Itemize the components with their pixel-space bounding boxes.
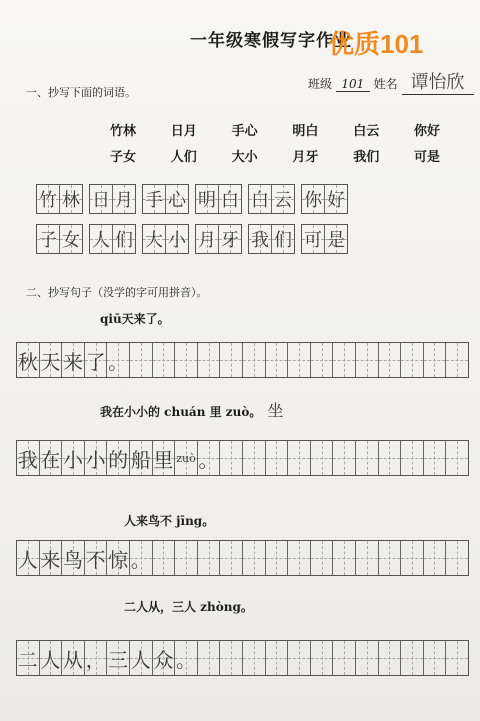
grid-cell: 鸟 bbox=[62, 541, 85, 575]
word: 大小 bbox=[231, 150, 258, 165]
grid-cell bbox=[220, 541, 243, 575]
grid-cell bbox=[266, 641, 289, 675]
grid-cell: 天 bbox=[40, 343, 63, 377]
grid-cell bbox=[220, 441, 243, 475]
grid-cell bbox=[198, 343, 221, 377]
grid-cell: 。 bbox=[175, 641, 198, 675]
grid-cell bbox=[401, 441, 424, 475]
grid-cell bbox=[446, 441, 468, 475]
grid-cell bbox=[198, 641, 221, 675]
grid-cell bbox=[379, 541, 402, 575]
grid-cell: 我 bbox=[17, 441, 40, 475]
grid-cell bbox=[379, 441, 402, 475]
grid-cell: 了 bbox=[85, 343, 108, 377]
grid-cell bbox=[333, 541, 356, 575]
word: 我们 bbox=[353, 150, 380, 165]
watermark: 优质101 bbox=[328, 29, 424, 59]
word-box bbox=[142, 184, 189, 214]
grid-cell bbox=[379, 641, 402, 675]
grid-cell bbox=[153, 343, 176, 377]
word: 日月 bbox=[170, 124, 197, 139]
word-box bbox=[248, 224, 295, 254]
grid-cell: 人 bbox=[40, 641, 63, 675]
name-label: 姓名 bbox=[373, 77, 398, 91]
word-box bbox=[36, 184, 83, 214]
grid-cell bbox=[243, 541, 266, 575]
grid-cell: 惊 bbox=[107, 541, 130, 575]
grid-cell: 我 bbox=[249, 225, 272, 253]
name-value: 谭怡欣 bbox=[402, 68, 474, 95]
writing-grid-row-1 bbox=[36, 184, 348, 214]
grid-cell: 手 bbox=[143, 185, 166, 213]
sentence-writing-line bbox=[16, 440, 469, 476]
grid-cell: 在 bbox=[40, 441, 63, 475]
grid-cell: 二 bbox=[17, 641, 40, 675]
grid-cell: 你 bbox=[302, 185, 325, 213]
grid-cell: 月 bbox=[196, 225, 219, 253]
grid-cell bbox=[446, 641, 468, 675]
grid-cell: 白 bbox=[219, 185, 241, 213]
grid-cell bbox=[356, 541, 379, 575]
grid-cell: 人 bbox=[17, 541, 40, 575]
grid-cell: 心 bbox=[166, 185, 188, 213]
grid-cell bbox=[311, 343, 334, 377]
word: 竹林 bbox=[110, 124, 137, 139]
word-box bbox=[89, 184, 136, 214]
grid-cell: 白 bbox=[249, 185, 272, 213]
grid-cell: 人 bbox=[90, 225, 113, 253]
grid-cell bbox=[356, 641, 379, 675]
grid-cell: 子 bbox=[37, 225, 60, 253]
grid-cell bbox=[220, 641, 243, 675]
word-box bbox=[248, 184, 295, 214]
word-box bbox=[142, 224, 189, 254]
grid-cell bbox=[424, 641, 447, 675]
grid-cell: 好 bbox=[325, 185, 347, 213]
grid-cell: 。 bbox=[198, 441, 221, 475]
grid-cell bbox=[379, 343, 402, 377]
grid-cell: 云 bbox=[272, 185, 294, 213]
sentence-prompt: qiū天来了。 bbox=[100, 312, 170, 326]
grid-cell bbox=[446, 541, 468, 575]
grid-cell bbox=[288, 343, 311, 377]
grid-cell: 日 bbox=[90, 185, 113, 213]
grid-cell: 月 bbox=[113, 185, 135, 213]
grid-cell: 竹 bbox=[37, 185, 60, 213]
class-label: 班级 bbox=[308, 77, 333, 91]
grid-cell bbox=[401, 541, 424, 575]
grid-cell bbox=[288, 641, 311, 675]
grid-cell: 小 bbox=[85, 441, 108, 475]
grid-cell bbox=[130, 343, 153, 377]
grid-cell: 。 bbox=[130, 541, 153, 575]
grid-cell bbox=[266, 343, 289, 377]
word: 手心 bbox=[231, 124, 258, 139]
grid-cell bbox=[333, 343, 356, 377]
word: 明白 bbox=[292, 124, 319, 139]
word: 人们 bbox=[170, 150, 197, 165]
sentence-writing-line bbox=[16, 540, 469, 576]
grid-cell bbox=[175, 541, 198, 575]
grid-cell bbox=[356, 343, 379, 377]
handwritten-note: 坐 bbox=[267, 401, 284, 420]
grid-cell: 。 bbox=[107, 343, 130, 377]
sentence-writing-line bbox=[16, 342, 469, 378]
word-box bbox=[36, 224, 83, 254]
grid-cell: 牙 bbox=[219, 225, 241, 253]
grid-cell bbox=[220, 343, 243, 377]
grid-cell bbox=[266, 541, 289, 575]
grid-cell: 来 bbox=[40, 541, 63, 575]
grid-cell: ， bbox=[85, 641, 108, 675]
grid-cell: 三 bbox=[107, 641, 130, 675]
grid-cell bbox=[311, 641, 334, 675]
class-name-line bbox=[308, 68, 474, 95]
grid-cell bbox=[153, 541, 176, 575]
sentence-writing-line bbox=[16, 640, 469, 676]
grid-cell: 大 bbox=[143, 225, 166, 253]
grid-cell: 从 bbox=[62, 641, 85, 675]
word: 你好 bbox=[413, 124, 440, 139]
grid-cell: 小 bbox=[166, 225, 188, 253]
word-box bbox=[301, 224, 348, 254]
sentence-prompt: 二人从，三人 zhòng。 bbox=[124, 600, 253, 614]
word-box bbox=[195, 224, 242, 254]
writing-grid-row-2 bbox=[36, 224, 348, 254]
grid-cell: 船 bbox=[130, 441, 153, 475]
grid-cell bbox=[243, 441, 266, 475]
grid-cell: 们 bbox=[272, 225, 294, 253]
word-row-2 bbox=[110, 146, 440, 165]
grid-cell: 明 bbox=[196, 185, 219, 213]
word-box bbox=[89, 224, 136, 254]
grid-cell bbox=[401, 343, 424, 377]
section2-heading: 二、抄写句子（没学的字可用拼音）。 bbox=[26, 286, 208, 299]
word: 月牙 bbox=[292, 150, 319, 165]
grid-cell bbox=[266, 441, 289, 475]
grid-cell: 不 bbox=[85, 541, 108, 575]
class-value: 101 bbox=[336, 77, 370, 92]
grid-cell: zuò bbox=[175, 441, 198, 475]
grid-cell: 可 bbox=[302, 225, 325, 253]
grid-cell bbox=[356, 441, 379, 475]
section1-heading: 一、抄写下面的词语。 bbox=[26, 86, 136, 99]
grid-cell bbox=[424, 541, 447, 575]
grid-cell bbox=[311, 541, 334, 575]
grid-cell: 秋 bbox=[17, 343, 40, 377]
grid-cell: 的 bbox=[107, 441, 130, 475]
word-box bbox=[195, 184, 242, 214]
sentence-prompt: 人来鸟不 jīng。 bbox=[124, 514, 215, 528]
grid-cell: 人 bbox=[130, 641, 153, 675]
grid-cell bbox=[288, 541, 311, 575]
page-title: 一年级寒假写字作业 bbox=[190, 31, 352, 51]
grid-cell: 众 bbox=[153, 641, 176, 675]
word: 子女 bbox=[110, 150, 137, 165]
word-row-1 bbox=[110, 120, 440, 139]
grid-cell: 是 bbox=[325, 225, 347, 253]
grid-cell bbox=[243, 343, 266, 377]
grid-cell: 们 bbox=[113, 225, 135, 253]
grid-cell: 来 bbox=[62, 343, 85, 377]
grid-cell bbox=[401, 641, 424, 675]
grid-cell: 女 bbox=[60, 225, 82, 253]
grid-cell bbox=[333, 441, 356, 475]
word-box bbox=[301, 184, 348, 214]
grid-cell bbox=[424, 441, 447, 475]
word: 白云 bbox=[353, 124, 380, 139]
grid-cell bbox=[311, 441, 334, 475]
grid-cell bbox=[243, 641, 266, 675]
grid-cell bbox=[424, 343, 447, 377]
grid-cell bbox=[175, 343, 198, 377]
grid-cell: 里 bbox=[153, 441, 176, 475]
sentence-prompt: 我在小小的 chuán 里 zuò。 坐 bbox=[100, 401, 284, 420]
grid-cell: 林 bbox=[60, 185, 82, 213]
grid-cell bbox=[288, 441, 311, 475]
word: 可是 bbox=[413, 150, 440, 165]
grid-cell bbox=[446, 343, 468, 377]
grid-cell bbox=[198, 541, 221, 575]
grid-cell: 小 bbox=[62, 441, 85, 475]
grid-cell bbox=[333, 641, 356, 675]
